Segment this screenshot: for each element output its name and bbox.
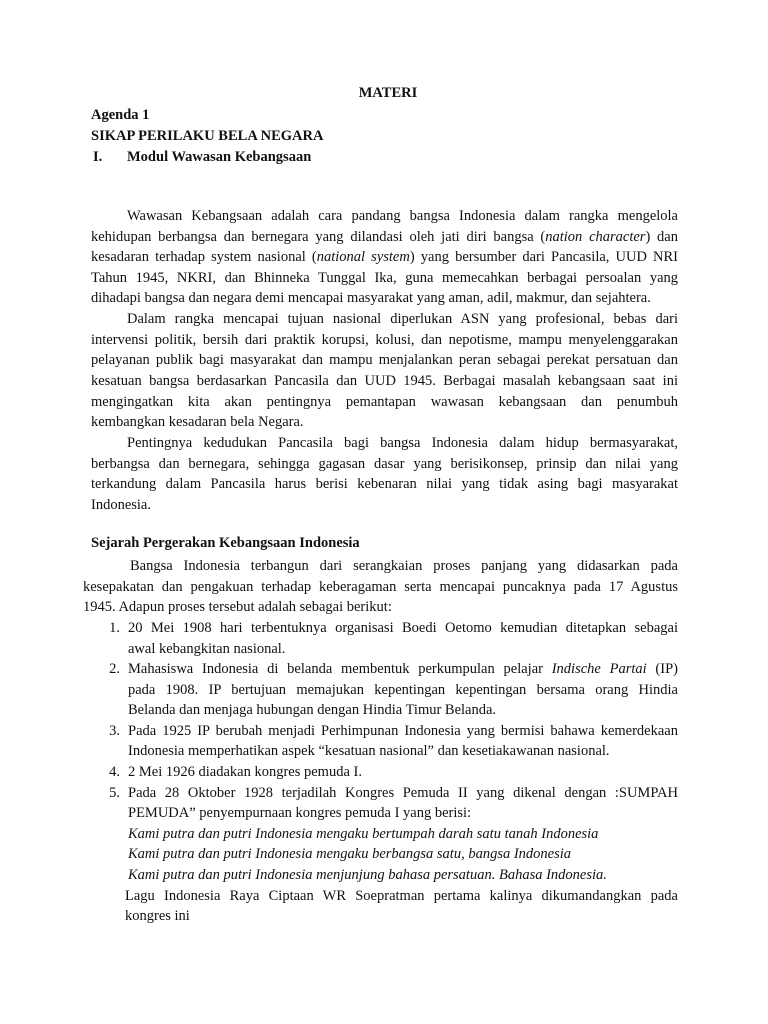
p1-line: kehidupan berbangsa dan bernegara yang dilandasi oleh jati diri bangsa (nation character) dan <box>91 229 678 245</box>
closing-line: Lagu Indonesia Raya Ciptaan WR Soepratman pertama kalinya dikumandangkan pada <box>125 888 678 904</box>
p1-line: Wawasan Kebangsaan adalah cara pandang bangsa Indonesia dalam rangka mengelola <box>127 208 678 224</box>
p3-line: Indonesia. <box>91 497 151 513</box>
p2-line: kembangkan kesadaran bela Negara. <box>91 414 304 430</box>
page-title: MATERI <box>358 85 418 101</box>
closing-line: kongres ini <box>125 908 190 924</box>
list-item: Pada 1925 IP berubah menjadi Perhimpunan Indonesia yang bermisi bahawa kemerdekaan <box>128 723 678 739</box>
section-heading: Sejarah Pergerakan Kebangsaan Indonesia <box>91 535 360 551</box>
list-item: pada 1908. IP bertujuan memajukan kepentingan kepentingan bersama orang Hindia <box>128 682 678 698</box>
list-item: awal kebangkitan nasional. <box>128 641 286 657</box>
list-item: 20 Mei 1908 hari terbentuknya organisasi Boedi Oetomo kemudian ditetapkan sebagai <box>128 620 678 636</box>
list-number: 2. <box>109 661 120 677</box>
list-number: 3. <box>109 723 120 739</box>
p2-line: pelayanan publik bagi masyarakat dan mampu menjalankan peran sebagai perekat persatuan dan <box>91 352 678 368</box>
oath-line: Kami putra dan putri Indonesia mengaku bertumpah darah satu tanah Indonesia <box>128 826 599 842</box>
p3-line: berbangsa dan bernegara, sehingga gagasan dasar yang berisikonsep, prinsip dan nilai yang <box>91 456 678 472</box>
module-title: Modul Wawasan Kebangsaan <box>127 149 312 165</box>
oath-line: Kami putra dan putri Indonesia menjunjung bahasa persatuan. Bahasa Indonesia. <box>128 867 607 883</box>
list-item: Belanda dan menjaga hubungan dengan Hindia Timur Belanda. <box>128 702 497 718</box>
intro-line: Bangsa Indonesia terbangun dari serangkaian proses panjang yang didasarkan pada <box>130 558 678 574</box>
list-item: 2 Mei 1926 diadakan kongres pemuda I. <box>128 764 362 780</box>
list-number: 1. <box>109 620 120 636</box>
p2-line: Dalam rangka mencapai tujuan nasional diperlukan ASN yang profesional, bebas dari <box>127 311 678 327</box>
p3-line: terkandung dalam Pancasila harus berisi kebenaran nilai yang tidak asing bagi masyarakat <box>91 476 678 492</box>
topic-heading: SIKAP PERILAKU BELA NEGARA <box>91 128 324 144</box>
list-number: 4. <box>109 764 120 780</box>
list-item: Pada 28 Oktober 1928 terjadilah Kongres Pemuda II yang dikenal dengan :SUMPAH <box>128 785 678 801</box>
module-number: I. <box>93 149 103 165</box>
p2-line: kesatuan bangsa berdasarkan Pancasila dan UUD 1945. Berbagai masalah kebangsaan saat ini <box>91 373 678 389</box>
list-item: Mahasiswa Indonesia di belanda membentuk perkumpulan pelajar Indische Partai (IP) <box>128 661 678 677</box>
p1-line: kesadaran terhadap system nasional (national system) yang bersumber dari Pancasila, UUD NRI <box>91 249 679 265</box>
agenda-label: Agenda 1 <box>91 107 150 123</box>
list-number: 5. <box>109 785 120 801</box>
p2-line: mengingatkan kita akan pentingnya pemantapan wawasan kebangsaan dan penumbuh <box>91 394 678 410</box>
oath-line: Kami putra dan putri Indonesia mengaku berbangsa satu, bangsa Indonesia <box>128 846 572 862</box>
p1-line: dihadapi bangsa dan negara demi mencapai masyarakat yang aman, adil, makmur, dan sejahtera. <box>91 290 651 306</box>
intro-line: 1945. Adapun proses tersebut adalah sebagai berikut: <box>83 599 392 615</box>
list-item: PEMUDA” penyempurnaan kongres pemuda I yang berisi: <box>128 805 472 821</box>
p3-line: Pentingnya kedudukan Pancasila bagi bangsa Indonesia dalam hidup bermasyarakat, <box>127 435 678 451</box>
p2-line: intervensi politik, bersih dari praktik korupsi, kolusi, dan nepotisme, mampu menyelenggarakan <box>91 332 678 348</box>
list-item: Indonesia memperhatikan aspek “kesatuan nasional” dan kesetiakawanan nasional. <box>128 743 610 759</box>
p1-line: Tahun 1945, NKRI, dan Bhinneka Tunggal Ika, guna memecahkan berbagai persoalan yang <box>91 270 678 286</box>
intro-line: kesepakatan dan pengakuan terhadap keberagaman serta mencapai puncaknya pada 17 Agustus <box>83 579 678 595</box>
